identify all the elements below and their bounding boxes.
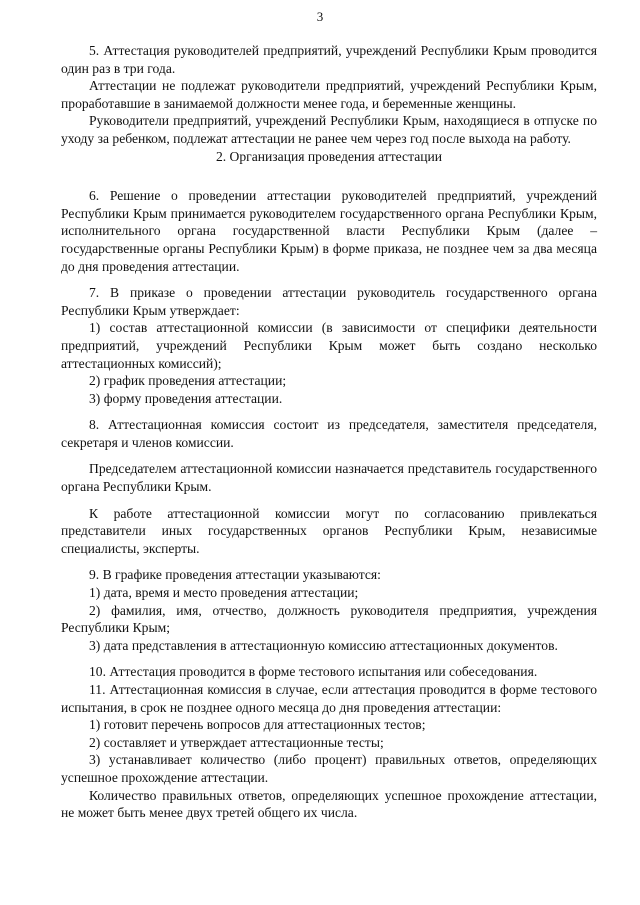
paragraph-11-item-2: 2) составляет и утверждает аттестационные тесты; <box>89 734 384 750</box>
document-body <box>61 42 597 822</box>
paragraph-9: 9. В графике проведения аттестации указываются: <box>89 567 381 583</box>
paragraph-10: 10. Аттестация проводится в форме тестового испытания или собеседования. <box>89 664 538 680</box>
paragraph-7-item-3: 3) форму проведения аттестации. <box>89 390 283 406</box>
paragraph-7-item-1: 1) состав аттестационной комиссии (в зависимости от специфики деятельности предприятий, учреждений Республики Крым может быть создано несколько аттестационных комиссий); <box>61 320 597 371</box>
paragraph-9-item-3: 3) дата представления в аттестационную комиссию аттестационных документов. <box>89 637 558 653</box>
paragraph-11-item-3: 3) устанавливает количество (либо процент) правильных ответов, определяющих успешное прохождение аттестации. <box>61 752 597 785</box>
paragraph-8-chair: Председателем аттестационной комиссии назначается представитель государственного органа Республики Крым. <box>61 461 597 495</box>
paragraph-11-item-1: 1) готовит перечень вопросов для аттестационных тестов; <box>89 717 426 733</box>
paragraph-8-experts: К работе аттестационной комиссии могут по согласованию привлекаться представители иных государственных органов Республики Крым, независимые специалисты, эксперты. <box>61 505 597 556</box>
paragraph-7-item-2: 2) график проведения аттестации; <box>89 373 287 389</box>
paragraph-5-exemptions: Аттестации не подлежат руководители предприятий, учреждений Республики Крым, проработавшие в занимаемой должности менее года, и беременные женщины. <box>61 78 597 111</box>
page-number: 3 <box>316 9 324 24</box>
paragraph-7: 7. В приказе о проведении аттестации руководитель государственного органа Республики Крым утверждает: <box>61 285 597 318</box>
paragraph-9-item-2: 2) фамилия, имя, отчество, должность руководителя предприятия, учреждения Республики Крым; <box>61 602 597 636</box>
paragraph-5-parental-leave: Руководители предприятий, учреждений Республики Крым, находящиеся в отпуске по уходу за ребенком, подлежат аттестации не ранее чем через год после выхода на работу. <box>61 113 597 146</box>
paragraph-8: 8. Аттестационная комиссия состоит из председателя, заместителя председателя, секретаря и членов комиссии. <box>61 417 597 450</box>
paragraph-11: 11. Аттестационная комиссия в случае, если аттестация проводится в форме тестового испытания, в срок не позднее одного месяца до дня проведения аттестации: <box>61 682 597 715</box>
paragraph-11-threshold: Количество правильных ответов, определяющих успешное прохождение аттестации, не может быть менее двух третей общего их числа. <box>61 787 597 821</box>
paragraph-9-item-1: 1) дата, время и место проведения аттестации; <box>89 585 359 601</box>
paragraph-6: 6. Решение о проведении аттестации руководителей предприятий, учреждений Республики Крым принимается руководителем государственного органа Республики Крым, исполнительного органа государственной власти Республики Крым (далее – государственные органы Республики Крым) в форме приказа, не позднее чем за два месяца до дня проведения аттестации. <box>61 188 597 274</box>
section-heading: 2. Организация проведения аттестации <box>215 148 443 164</box>
paragraph-5: 5. Аттестация руководителей предприятий, учреждений Республики Крым проводится один раз в три года. <box>61 43 597 76</box>
